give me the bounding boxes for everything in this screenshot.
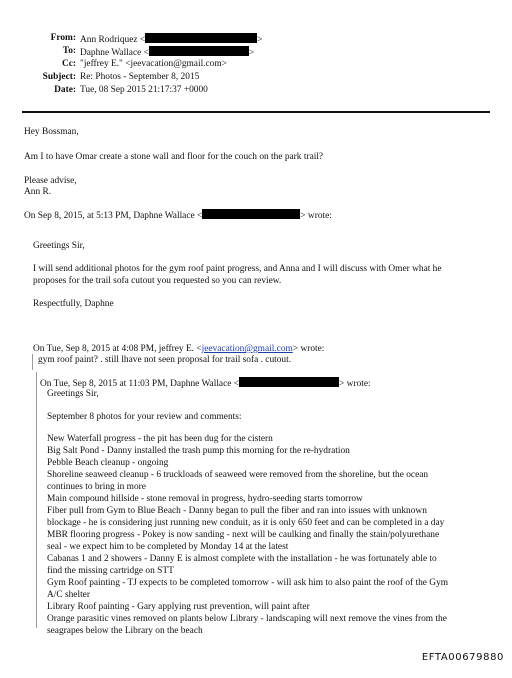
signoff: Ann R. <box>24 187 52 197</box>
quote2-intro: On Tue, Sep 8, 2015 at 4:08 PM, jeffrey E. <jeevacation@gmail.com> wrote: <box>33 344 325 354</box>
from-value: Ann Rodriquez < > <box>80 35 263 45</box>
list-item: Pebble Beach cleanup - ongoing <box>47 458 169 468</box>
list-item: Library Roof painting - Gary applying rust prevention, will paint after <box>47 602 310 612</box>
list-item: seal - we expect him to be completed by Monday 14 at the latest <box>47 542 289 552</box>
quote3-intro: On Tue, Sep 8, 2015 at 11:03 PM, Daphne Wallace < > wrote: <box>40 379 371 389</box>
quote3-bar <box>36 372 37 628</box>
redaction-bar <box>145 33 257 43</box>
subject-label: Subject: <box>42 72 76 82</box>
date-value: Tue, 08 Sep 2015 21:17:37 +0000 <box>80 85 208 95</box>
list-item: MBR flooring progress - Pokey is now sanding - next will be caulking and finally the stain/polyurethane <box>47 530 440 540</box>
list-item: find the missing cartridge on STT <box>47 566 174 576</box>
quote2-bar <box>32 354 33 370</box>
list-item: continues to bring in more <box>47 482 146 492</box>
list-item: blockage - he is considering just running new conduit, as it is only 650 feet and can be completed in a day <box>47 518 445 528</box>
list-item: Orange parasitic vines removed on plants below Library - landscaping will next remove the vines from the <box>47 614 447 624</box>
quote3-greeting: Greetings Sir, <box>47 389 99 399</box>
list-item: Big Salt Pond - Danny installed the trash pump this morning for the re-hydration <box>47 446 350 456</box>
to-value: Daphne Wallace < > <box>80 48 255 58</box>
from-label: From: <box>50 33 76 43</box>
list-item: New Waterfall progress - the pit has been dug for the cistern <box>47 434 273 444</box>
header-divider <box>22 111 490 113</box>
quote1-intro: On Sep 8, 2015, at 5:13 PM, Daphne Wallace < > wrote: <box>24 211 332 221</box>
list-item: A/C shelter <box>47 590 90 600</box>
greeting: Hey Bossman, <box>24 127 79 137</box>
quote3-intro-line: September 8 photos for your review and comments: <box>47 412 242 422</box>
list-item: seagrapes below the Library on the beach <box>47 626 203 636</box>
jeevacation-email-link[interactable]: jeevacation@gmail.com <box>201 344 293 354</box>
quote1-line2: proposes for the trail sofa cutout you requested so you can review. <box>33 276 282 286</box>
list-item: Cabanas 1 and 2 showers - Danny E is almost complete with the installation - he was fortunately able to <box>47 554 437 564</box>
date-label: Date: <box>54 85 76 95</box>
redaction-bar <box>202 209 300 219</box>
list-item: Gym Roof painting - TJ expects to be completed tomorrow - will ask him to also paint the roof of the Gym <box>47 578 449 588</box>
quote1-greeting: Greetings Sir, <box>33 241 85 251</box>
quote2-text: gym roof paint? . still lhave not seen proposal for trail sofa . cutout. <box>38 355 292 365</box>
cc-label: Cc: <box>61 59 76 69</box>
document-id: EFTA00679880 <box>421 652 504 663</box>
message-question: Am I to have Omar create a stone wall and floor for the couch on the park trail? <box>24 152 324 162</box>
subject-value: Re: Photos - September 8, 2015 <box>80 72 200 82</box>
to-label: To: <box>62 46 76 56</box>
redaction-bar <box>149 46 249 56</box>
list-item: Main compound hillside - stone removal in progress, hydro-seeding starts tomorrow <box>47 494 363 504</box>
please-advise: Please advise, <box>24 176 77 186</box>
redaction-bar <box>239 377 339 387</box>
cc-value: "jeffrey E." <jeevacation@gmail.com> <box>80 59 227 69</box>
quote1-closing: Respectfully, Daphne <box>33 299 114 309</box>
list-item: Shoreline seaweed cleanup - 6 truckloads of seaweed were removed from the shoreline, but the ocean <box>47 470 429 480</box>
list-item: Fiber pull from Gym to Blue Beach - Danny began to pull the fiber and ran into issues with unknown <box>47 506 427 516</box>
quote1-line1: I will send additional photos for the gym roof paint progress, and Anna and I will discuss with Omer what he <box>33 264 442 274</box>
